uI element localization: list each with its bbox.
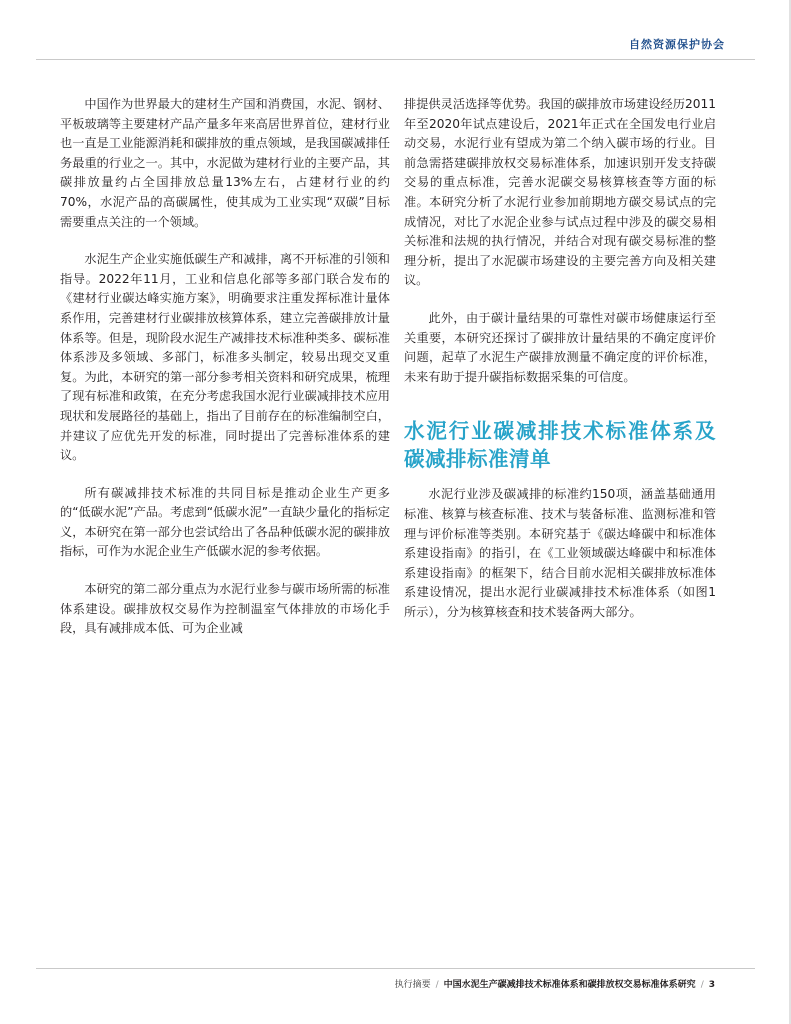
page-footer	[395, 977, 715, 990]
paragraph-low-carbon-cement: 所有碳减排技术标准的共同目标是推动企业生产更多的“低碳水泥”产品。考虑到“低碳水泥”一直缺少量化的指标定义，本研究在第一部分也尝试给出了各品种低碳水泥的碳排放指标，可作为水泥企业生产低碳水泥的参考依据。	[60, 485, 390, 559]
footer-divider	[36, 968, 755, 969]
footer-separator-2: /	[700, 980, 704, 990]
footer-separator: /	[435, 980, 439, 990]
paragraph-standards-guidance: 水泥生产企业实施低碳生产和减排，离不开标准的引领和指导。2022年11月，工业和信息化部等多部门联合发布的《建材行业碳达峰实施方案》，明确要求注重发挥标准计量体系作用，完善建材行业碳排放核算体系，建立完善碳排放计量体系等。但是，现阶段水泥生产减排技术标准种类多、碳标准体系涉及多领域、多部门，标准多头制定，较易出现交叉重复。为此，本研究的第一部分参考相关资料和研究成果，梳理了现有标准和政策，在充分考虑我国水泥行业碳减排技术应用现状和发展路径的基础上，指出了目前存在的标准编制空白，并建议了应优先开发的标准，同时提出了完善标准体系的建议。	[60, 252, 390, 463]
paragraph-uncertainty: 此外，由于碳计量结果的可靠性对碳市场健康运行至关重要，本研究还探讨了碳排放计量结果的不确定度评价问题，起草了水泥生产碳排放测量不确定度的评价标准，未来有助于提升碳指标数据采集的可信度。	[404, 310, 716, 384]
header-organization: 自然资源保护协会	[629, 38, 725, 51]
paragraph-standard-system: 水泥行业涉及碳减排的标准约150项，涵盖基础通用标准、核算与核查标准、技术与装备标准、监测标准和管理与评价标准等类别。本研究基于《碳达峰碳中和标准体系建设指南》的指引，在《工业领域碳达峰碳中和标准体系建设指南》的框架下，结合目前水泥相关碳排放标准体系建设情况，提出水泥行业碳减排技术标准体系（如图1所示），分为核算核查和技术装备两大部分。	[404, 487, 716, 619]
footer-report-title: 中国水泥生产碳减排技术标准体系和碳排放权交易标准体系研究	[443, 980, 696, 990]
page-number: 3	[708, 980, 715, 990]
paragraph-intro: 中国作为世界最大的建材生产国和消费国，水泥、钢材、平板玻璃等主要建材产品产量多年来高居世界首位，建材行业也一直是工业能源消耗和碳排放的重点领域，是我国碳减排任务最重的行业之一。其中，水泥做为建材行业的主要产品，其碳排放量约占全国排放总量13%左右，占建材行业的约70%，水泥产品的高碳属性，使其成为工业实现“双碳”目标需要重点关注的一个领域。	[60, 97, 390, 229]
paragraph-carbon-market: 本研究的第二部分重点为水泥行业参与碳市场所需的标准体系建设。碳排放权交易作为控制温室气体排放的市场化手段，具有减排成本低、可为企业减	[60, 582, 390, 636]
paragraph-carbon-market-continued: 排提供灵活选择等优势。我国的碳排放市场建设经历2011年至2020年试点建设后，2021年正式在全国发电行业启动交易，水泥行业有望成为第二个纳入碳市场的行业。目前急需搭建碳排放权交易标准体系，加速识别开发支持碳交易的重点标准，完善水泥碳交易核算核查等方面的标准。本研究分析了水泥行业参加前期地方碳交易试点的完成情况，对比了水泥企业参与试点过程中涉及的碳交易相关标准和法规的执行情况，并结合对现有碳交易标准的整理分析，提出了水泥碳市场建设的主要完善方向及相关建议。	[404, 97, 716, 288]
section-heading: 水泥行业碳减排技术标准体系及碳减排标准清单	[404, 419, 716, 472]
header-divider	[36, 59, 755, 60]
footer-section: 执行摘要	[394, 980, 431, 990]
left-column	[60, 95, 390, 657]
right-column	[404, 95, 716, 640]
